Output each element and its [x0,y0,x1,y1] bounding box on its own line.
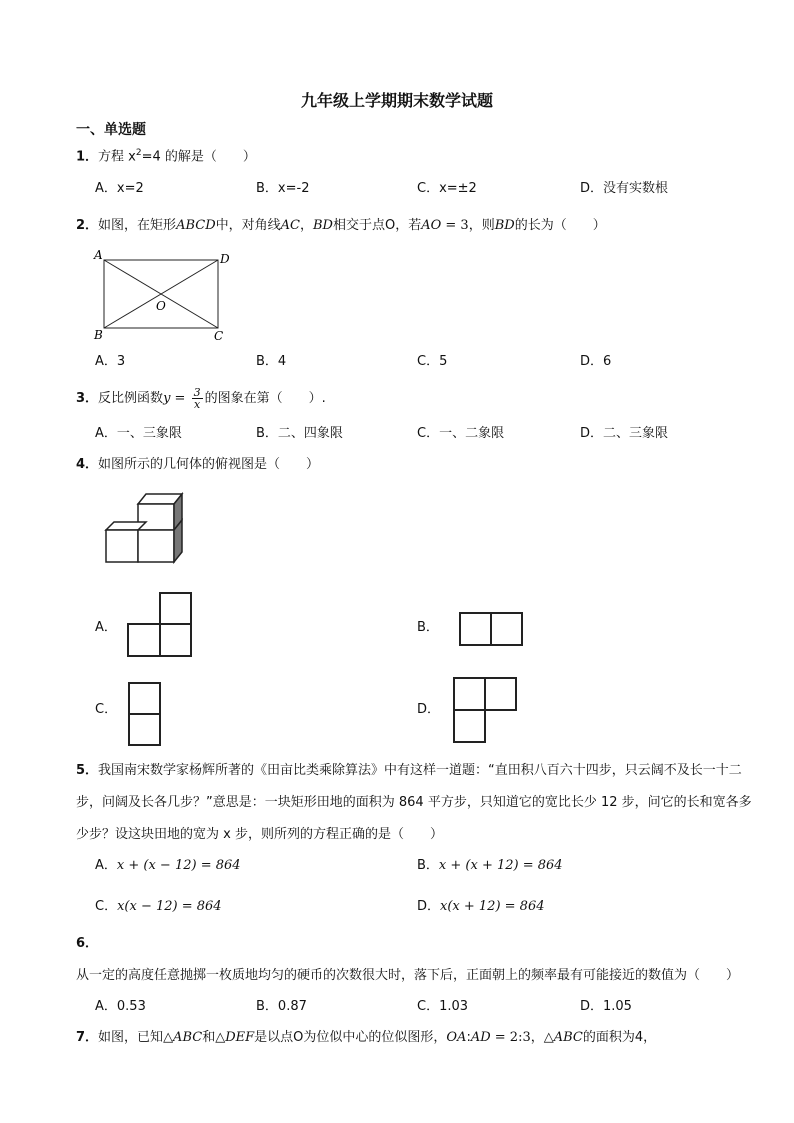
question-number: 5． [76,763,99,778]
option-c: C．5 [417,354,448,369]
option-a: A．x=2 [95,181,144,196]
question-number: 2． [76,218,99,233]
question-1-stem: 1．方程 $x^2=4$ 的解是（ ） [76,148,256,165]
question-number: 6． [76,936,99,951]
page-title: 九年级上学期期末数学试题 [300,91,493,110]
option-b: B．二、四象限 [256,426,343,441]
question-3-stem: 3．反比例函数y = $\frac{3}{x}$ 的图象在第（ ）. [76,386,326,411]
question-number: 1． [76,149,99,165]
option-d: D．1.05 [580,999,632,1014]
option-c: C．一、二象限 [417,426,505,441]
question-7-stem: 7．如图，已知△ABC和△DEF是以点O为位似中心的位似图形，OA:AD = 2:3，△ABC的面积为4， [76,1030,657,1045]
option-c: C．x=±2 [417,181,477,196]
question-4-stem: 4．如图所示的几何体的俯视图是（ ） [76,457,320,472]
vertex-label-b: B [94,328,103,342]
question-6-stem: 6．从一定的高度任意抛掷一枚质地均匀的硬币的次数很大时，落下后，正面朝上的频率最有可能接近的数值为（ ） [76,936,740,983]
section-heading: 一、单选题 [76,122,146,138]
question-2-stem: 2．如图，在矩形ABCD中，对角线AC，BD相交于点O，若AO = 3，则BD的长为（ ） [76,218,606,233]
option-a-label: A． [95,620,117,635]
vertex-label-c: C [214,329,224,343]
option-b: B．4 [256,354,287,369]
fraction: $\frac{3}{x}$ [193,386,201,411]
vertex-label-d: D [220,252,230,266]
option-c-figure [128,682,164,748]
vertex-label-a: A [94,248,103,262]
option-b-figure [459,612,525,648]
question-number: 7． [76,1030,99,1045]
option-a-figure [127,592,193,658]
option-d: D．x(x + 12) = 864 [417,899,545,914]
option-a: A．一、三象限 [95,426,182,441]
option-d: D．没有实数根 [580,181,669,196]
option-c-label: C． [95,702,118,717]
option-d-figure [453,677,521,745]
center-label-o: O [156,299,166,313]
option-a: A．x + (x − 12) = 864 [95,858,241,873]
option-b: B．x=-2 [256,181,310,196]
option-d-label: D． [417,702,441,717]
option-b-label: B． [417,620,439,635]
option-c: C．1.03 [417,999,469,1014]
cube-solid-figure [100,488,200,568]
question-number: 3． [76,391,99,406]
option-d: D．二、三象限 [580,426,669,441]
question-5-stem: 5．我国南宋数学家杨辉所著的《田亩比类乘除算法》中有这样一道题：“直田积八百六十四步，只云阔不及长一十二步，问阔及长各几步？”意思是：一块矩形田地的面积为 864 平方步，只知道它的宽比长少 12 步，问它的长和宽各多少步？设这块田地的宽为 x 步，则所列的方程正确的是（ ） [76,763,752,842]
option-b: B．x + (x + 12) = 864 [417,858,563,873]
question-number: 4． [76,457,99,472]
option-d: D．6 [580,354,612,369]
rectangle-diagram [90,246,240,346]
option-a: A．0.53 [95,999,146,1014]
option-b: B．0.87 [256,999,307,1014]
option-a: A．3 [95,354,126,369]
option-c: C．x(x − 12) = 864 [95,899,222,914]
